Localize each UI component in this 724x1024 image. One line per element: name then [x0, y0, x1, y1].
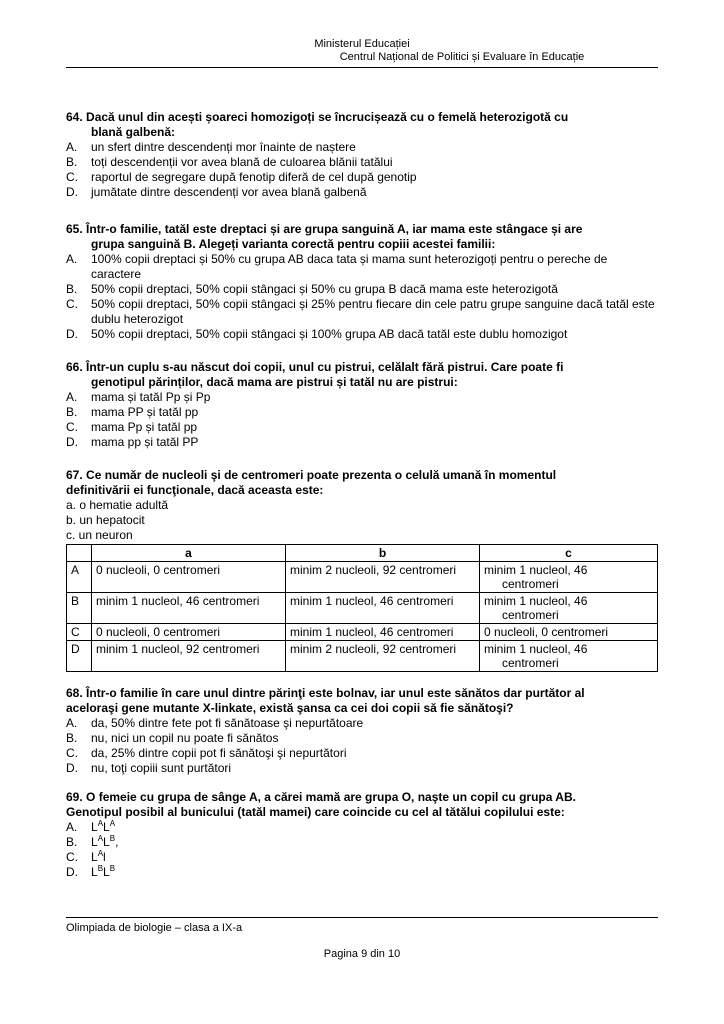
question-number: 69. [66, 790, 83, 804]
option-text: mama Pp și tatăl pp [91, 420, 198, 434]
table-header-cell: c [480, 545, 658, 562]
page-header [0, 38, 724, 64]
option-key: A. [66, 252, 78, 266]
option-key: C. [66, 850, 78, 864]
question-text-line1: Ce număr de nucleoli şi de centromeri poate prezenta o celulă umană în momentul [86, 468, 557, 482]
question-64-text [66, 110, 658, 140]
cell-a: minim 1 nucleol, 92 centromeri [92, 641, 286, 672]
question-68-text [66, 686, 658, 716]
cell-c-line1: minim 1 nucleol, 46 [484, 594, 588, 608]
option-d [66, 761, 658, 776]
option-text: un sfert dintre descendenți mor înainte de naștere [91, 140, 356, 154]
question-text-line1: Într-o familie, tatăl este dreptaci și are grupa sanguină A, iar mama este stângace și are [86, 222, 583, 236]
question-text-line2: blană galbenă: [91, 125, 176, 139]
question-69-text [66, 790, 658, 820]
option-text: nu, toţi copiii sunt purtători [91, 761, 232, 775]
page-content [66, 110, 658, 880]
cell-b: minim 1 nucleol, 46 centromeri [286, 624, 480, 641]
cell-c-line2: centromeri [502, 577, 559, 591]
option-key: D. [66, 327, 78, 341]
option-a [66, 716, 658, 731]
option-text: raportul de segregare după fenotip diferă de cel după genotip [91, 170, 417, 184]
option-b [66, 835, 658, 850]
cell-c-line2: centromeri [502, 656, 559, 670]
item-c: c. un neuron [66, 528, 133, 542]
question-66 [66, 360, 658, 450]
option-b [66, 731, 658, 746]
cell-b: minim 2 nucleoli, 92 centromeri [286, 641, 480, 672]
question-text-line2: aceloraşi gene mutante X-linkate, există şansa ca cei doi copii să fie sănătoşi? [66, 701, 514, 715]
question-text-line1: Într-o familie în care unul dintre părinţi este bolnav, iar unul este sănătos dar purtător al [86, 686, 585, 700]
item-a: a. o hematie adultă [66, 498, 169, 512]
question-text-line2: Genotipul posibil al bunicului (tatăl mamei) care coincide cu cel al tătălui copilului este: [66, 805, 565, 819]
question-number: 67. [66, 468, 83, 482]
option-d [66, 435, 658, 450]
question-66-text [66, 360, 658, 390]
question-number: 66. [66, 360, 83, 374]
option-c [66, 170, 658, 185]
option-a [66, 140, 658, 155]
footer-olympiad: Olimpiada de biologie – clasa a IX-a [66, 922, 243, 934]
table-header-cell [67, 545, 92, 562]
option-text: toți descendenții vor avea blană de culoarea blănii tatălui [91, 155, 393, 169]
question-64 [66, 110, 658, 200]
question-67 [66, 468, 658, 672]
option-c [66, 850, 658, 865]
header-divider [66, 67, 658, 68]
cell-c-line1: minim 1 nucleol, 46 [484, 563, 588, 577]
option-key: D. [66, 761, 78, 775]
row-key: A [67, 562, 92, 593]
genotype: $L^AL^A$ [91, 819, 116, 834]
cell-b: minim 1 nucleol, 46 centromeri [286, 593, 480, 624]
option-text: mama pp și tatăl PP [91, 435, 199, 449]
row-key: B [67, 593, 92, 624]
option-key: D. [66, 865, 78, 879]
option-key: C. [66, 746, 78, 760]
option-text: 50% copii dreptaci, 50% copii stângaci și 100% grupa AB dacă tatăl este dublu homozigot [91, 327, 568, 341]
option-key: A. [66, 716, 78, 730]
table-header-cell: b [286, 545, 480, 562]
option-c [66, 297, 658, 327]
question-69 [66, 790, 658, 880]
option-d [66, 865, 658, 880]
option-text: jumătate dintre descendenți vor avea blană galbenă [91, 185, 367, 199]
option-a [66, 252, 658, 282]
question-text-line2: genotipul părinților, dacă mama are pistrui și tatăl nu are pistrui: [91, 375, 458, 389]
option-d [66, 327, 658, 342]
genotype: $L^BL^B$ [91, 864, 116, 879]
option-key: B. [66, 731, 78, 745]
genotype: $L^Al$ [91, 849, 106, 864]
cell-c [480, 641, 658, 672]
item-b: b. un hepatocit [66, 513, 145, 527]
table-row [67, 593, 658, 624]
option-text: mama PP și tatăl pp [91, 405, 199, 419]
option-text: da, 25% dintre copii pot fi sănătoşi şi nepurtători [91, 746, 347, 760]
option-text: nu, nici un copil nu poate fi sănătos [91, 731, 279, 745]
cell-c [480, 562, 658, 593]
question-65-text [66, 222, 658, 252]
header-ministry: Ministerul Educației [314, 38, 410, 50]
option-key: C. [66, 420, 78, 434]
table-header-row [67, 545, 658, 562]
option-text: 100% copii dreptaci și 50% cu grupa AB daca tata și mama sunt heterozigoți pentru o pereche de caractere [91, 252, 608, 281]
genotype: $L^AL^B$, [91, 834, 119, 849]
header-center: Centrul Național de Politici și Evaluare în Educație [339, 51, 585, 63]
option-key: D. [66, 435, 78, 449]
option-key: C. [66, 297, 78, 311]
option-d [66, 185, 658, 200]
footer-divider [66, 917, 658, 918]
answer-table [66, 544, 658, 672]
row-key: C [67, 624, 92, 641]
option-b [66, 282, 658, 297]
table-row [67, 562, 658, 593]
cell-c-line1: minim 1 nucleol, 46 [484, 642, 588, 656]
option-text: 50% copii dreptaci, 50% copii stângaci și 25% pentru fiecare din cele patru grupe sanguine dacă tatăl este dublu heterozigot [91, 297, 655, 326]
option-key: B. [66, 405, 78, 419]
option-key: A. [66, 390, 78, 404]
option-text: 50% copii dreptaci, 50% copii stângaci și 50% cu grupa B dacă mama este heterozigotă [91, 282, 558, 296]
question-text-line1: O femeie cu grupa de sânge A, a cărei mamă are grupa O, naşte un copil cu grupa AB. [86, 790, 576, 804]
option-c [66, 746, 658, 761]
table-row [67, 641, 658, 672]
option-text: da, 50% dintre fete pot fi sănătoase şi nepurtătoare [91, 716, 364, 730]
question-text-line2: definitivării ei funcţionale, dacă aceasta este: [66, 483, 324, 497]
cell-c-line2: centromeri [502, 608, 559, 622]
option-a [66, 390, 658, 405]
question-text-line1: Dacă unul din acești șoareci homozigoți se încrucișează cu o femelă heterozigotă cu [86, 110, 569, 124]
option-text: mama și tatăl Pp și Pp [91, 390, 211, 404]
question-67-text [66, 468, 658, 498]
question-number: 64. [66, 110, 83, 124]
option-key: B. [66, 282, 78, 296]
question-text-line1: Într-un cuplu s-au născut doi copii, unul cu pistrui, celălalt fără pistrui. Care poate fi [86, 360, 564, 374]
option-key: C. [66, 170, 78, 184]
table-header-cell: a [92, 545, 286, 562]
option-key: D. [66, 185, 78, 199]
option-b [66, 405, 658, 420]
row-key: D [67, 641, 92, 672]
table-row [67, 624, 658, 641]
cell-a: 0 nucleoli, 0 centromeri [92, 624, 286, 641]
page-number: Pagina 9 din 10 [323, 948, 401, 960]
cell-c [480, 593, 658, 624]
cell-c-line1: 0 nucleoli, 0 centromeri [484, 625, 609, 639]
option-key: B. [66, 835, 78, 849]
question-65 [66, 222, 658, 342]
option-a [66, 820, 658, 835]
question-text-line2: grupa sanguină B. Alegeți varianta corectă pentru copiii acestei familii: [91, 237, 496, 251]
cell-a: minim 1 nucleol, 46 centromeri [92, 593, 286, 624]
cell-b: minim 2 nucleoli, 92 centromeri [286, 562, 480, 593]
question-number: 65. [66, 222, 83, 236]
question-68 [66, 686, 658, 776]
question-number: 68. [66, 686, 83, 700]
option-key: A. [66, 140, 78, 154]
cell-c [480, 624, 658, 641]
option-key: B. [66, 155, 78, 169]
option-c [66, 420, 658, 435]
cell-a: 0 nucleoli, 0 centromeri [92, 562, 286, 593]
option-key: A. [66, 820, 78, 834]
option-b [66, 155, 658, 170]
